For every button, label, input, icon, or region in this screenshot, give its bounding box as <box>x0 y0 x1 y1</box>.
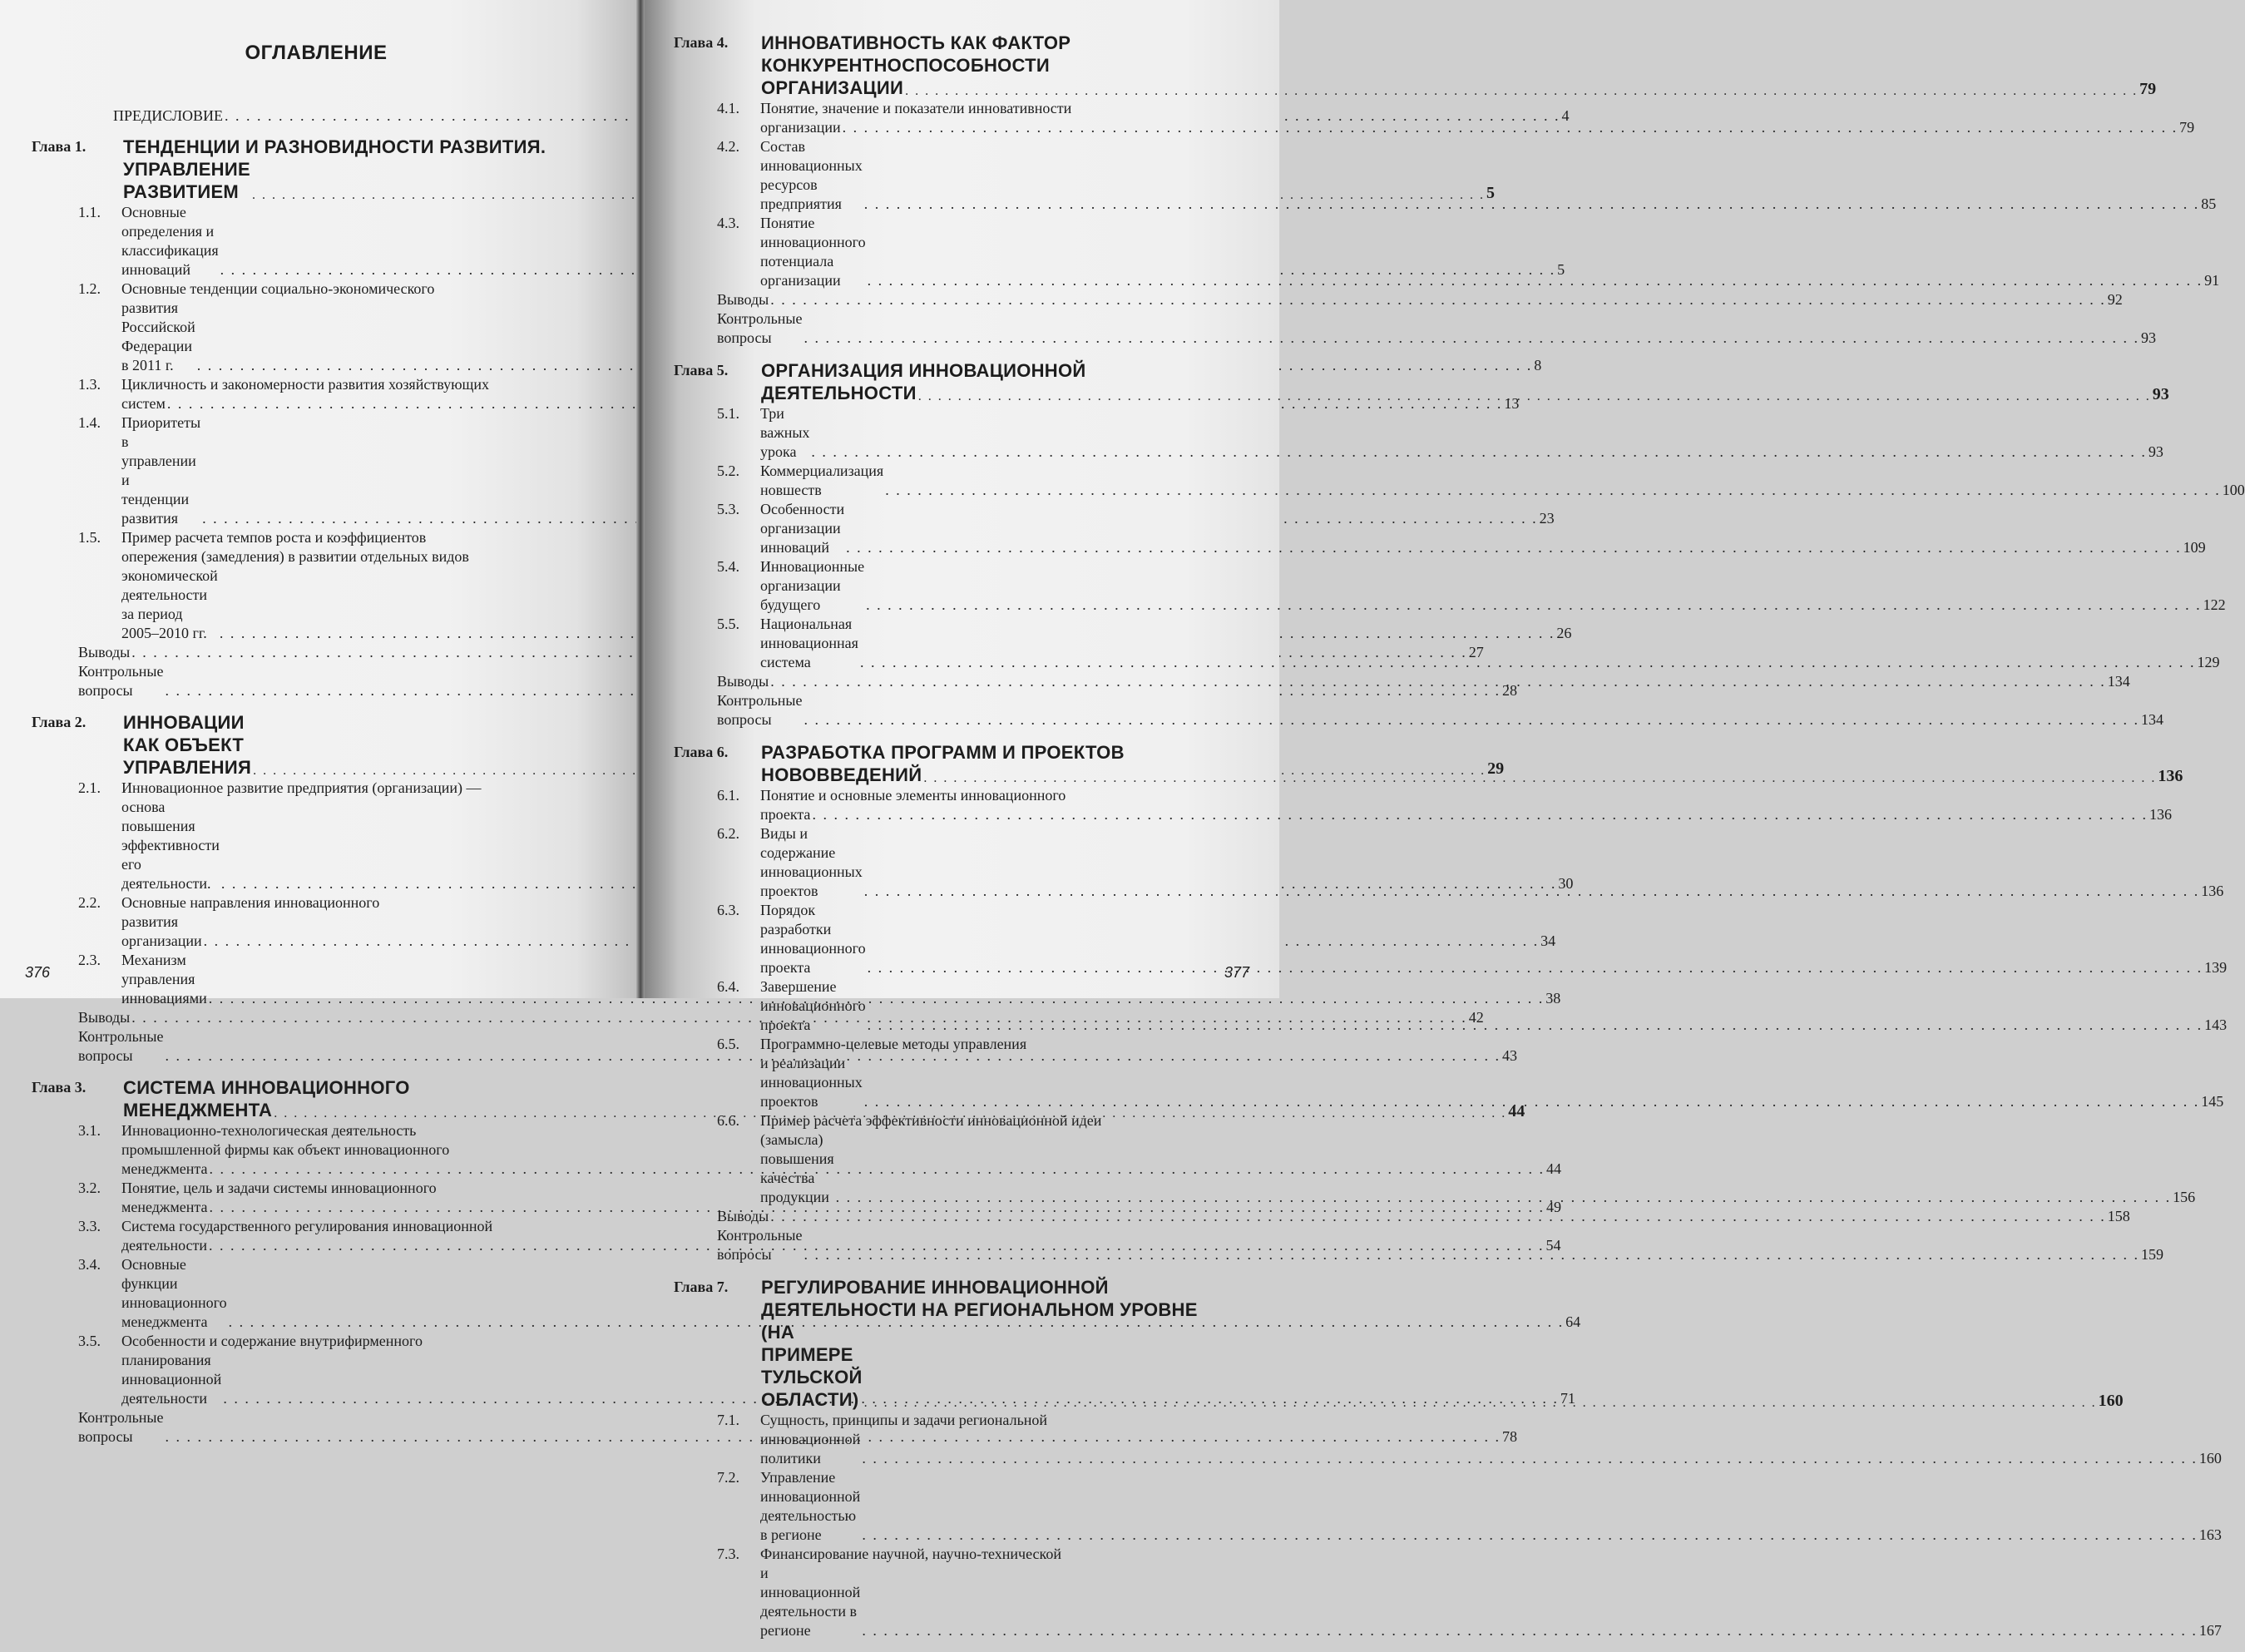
section-page: 129 <box>2197 654 2220 670</box>
section-page: 143 <box>2204 1016 2228 1033</box>
section-line: Три важных урока <box>760 405 810 460</box>
section-page: 163 <box>2198 1526 2222 1543</box>
section-line: Основные определения и классификация инноваций <box>121 204 219 278</box>
section-number: 2.1. <box>78 779 101 796</box>
section-page: 122 <box>2203 596 2226 613</box>
section-page: 109 <box>2183 539 2206 556</box>
dot-leader <box>864 1396 2097 1411</box>
chapter-title-line: СИСТЕМА ИННОВАЦИОННОГО <box>123 1077 410 1098</box>
extra-label: Контрольные вопросы <box>78 1028 164 1064</box>
chapter-page: 29 <box>1487 759 1505 778</box>
chapter-label: Глава 6. <box>674 744 729 760</box>
section-line: основа повышения эффективности его деятельности. <box>121 799 220 892</box>
section-lastline <box>760 1130 2195 1207</box>
section-text <box>760 615 2219 672</box>
extra-label: Контрольные вопросы <box>78 663 164 699</box>
section-number: 5.2. <box>717 462 739 479</box>
section-number: 6.5. <box>717 1036 739 1052</box>
section-page: 34 <box>1540 932 1556 949</box>
page-number-left: 376 <box>25 964 51 981</box>
section-text <box>760 500 2206 557</box>
section-line: и реализации инновационных проектов <box>760 1055 863 1110</box>
section-number: 3.1. <box>78 1122 101 1139</box>
chapter-title-line: МЕНЕДЖМЕНТА <box>123 1100 273 1120</box>
extra-label: Контрольные вопросы <box>78 1409 164 1445</box>
extra-row <box>78 1008 1484 1027</box>
section-number: 1.1. <box>78 204 101 220</box>
section-page: 49 <box>1545 1199 1561 1215</box>
section-line: Понятие, цель и задачи системы инновационного <box>121 1180 437 1196</box>
section-number: 5.1. <box>717 405 739 422</box>
dot-leader <box>770 1207 2106 1226</box>
chapter-title-line: ДЕЯТЕЛЬНОСТИ <box>761 383 917 403</box>
section-page: 145 <box>2201 1093 2224 1110</box>
extra-label: Выводы <box>717 1208 769 1224</box>
section-page: 167 <box>2198 1622 2222 1639</box>
section-number: 1.2. <box>78 280 101 297</box>
section-text <box>760 1035 2223 1111</box>
dot-leader <box>864 195 2200 214</box>
dot-leader <box>862 1449 2198 1468</box>
extra-label: Контрольные вопросы <box>717 1227 803 1263</box>
section-line: развития Российской Федерации в 2011 г. <box>121 299 195 373</box>
section-number: 6.4. <box>717 978 739 995</box>
chapter-label: Глава 1. <box>32 138 87 155</box>
dot-leader <box>804 1245 2140 1264</box>
section-text <box>760 1545 2222 1640</box>
section-line: Коммерциализация новшеств <box>760 462 884 498</box>
section-page: 8 <box>1534 357 1542 373</box>
section-row <box>717 404 2163 462</box>
chapter-title-line: РЕГУЛИРОВАНИЕ ИННОВАЦИОННОЙ <box>761 1277 1109 1298</box>
section-line: Цикличность и закономерности развития хозяйствующих <box>121 376 490 393</box>
dot-leader <box>846 538 2182 557</box>
section-page: 139 <box>2204 959 2228 976</box>
section-page: 93 <box>2148 443 2163 460</box>
chapter-page: 44 <box>1508 1102 1526 1120</box>
section-page: 64 <box>1565 1313 1581 1330</box>
section-lastline <box>760 615 2219 672</box>
section-row <box>717 137 2217 214</box>
extra-row <box>717 309 2156 348</box>
section-page: 136 <box>2149 806 2172 823</box>
dot-leader <box>770 672 2106 691</box>
section-line: Инновационное развитие предприятия (организации) — <box>121 779 482 796</box>
section-line: Виды и содержание инновационных проектов <box>760 825 863 899</box>
section-lastline <box>760 1430 2222 1468</box>
section-page: 13 <box>1504 395 1520 412</box>
section-line: проекта <box>760 806 811 823</box>
dot-leader <box>804 329 2140 348</box>
chapter-title-line: ТЕНДЕНЦИИ И РАЗНОВИДНОСТИ РАЗВИТИЯ. <box>123 136 546 157</box>
dot-leader <box>923 771 2156 786</box>
extra-label: Выводы <box>717 673 769 690</box>
section-number: 5.4. <box>717 558 739 575</box>
dot-leader <box>812 805 2148 824</box>
section-lastline <box>760 901 2227 977</box>
dot-leader <box>836 1188 2172 1207</box>
chapter-page: 5 <box>1486 184 1495 202</box>
section-line: Понятие инновационного потенциала организации <box>760 215 866 289</box>
section-row <box>717 99 2195 137</box>
section-page: 85 <box>2201 195 2217 212</box>
section-lastline <box>760 1054 2223 1111</box>
section-lastline <box>760 1468 2222 1545</box>
section-number: 5.5. <box>717 616 739 632</box>
section-number: 2.2. <box>78 894 101 911</box>
section-page: 44 <box>1545 1160 1561 1177</box>
chapter-page: 93 <box>2152 385 2169 403</box>
section-lastline <box>760 500 2206 557</box>
dot-leader <box>868 271 2203 290</box>
book-spine <box>636 0 645 998</box>
dot-leader <box>866 596 2202 615</box>
section-line: Основные направления инновационного <box>121 894 380 911</box>
section-text <box>760 404 2163 462</box>
chapter-title-line: НОВОВВЕДЕНИЙ <box>761 764 922 785</box>
chapter-label: Глава 4. <box>674 34 729 51</box>
extra-label: Контрольные вопросы <box>717 692 803 728</box>
chapter-label: Глава 2. <box>32 714 87 730</box>
section-text <box>760 1468 2222 1545</box>
section-line: Особенности и содержание внутрифирменного <box>121 1333 423 1349</box>
section-lastline <box>760 118 2194 137</box>
section-line: Приоритеты в управлении и тенденции развития <box>121 414 201 527</box>
chapter-label: Глава 7. <box>674 1279 729 1295</box>
chapter-title-line: (НА ПРИМЕРЕ ТУЛЬСКОЙ ОБЛАСТИ) <box>761 1322 863 1410</box>
dot-leader <box>918 389 2151 404</box>
dot-leader <box>860 653 2196 672</box>
extra-page: 134 <box>2107 673 2130 690</box>
extra-row <box>717 691 2163 730</box>
section-line: Пример расчета темпов роста и коэффициентов <box>121 529 427 546</box>
section-text <box>760 557 2226 615</box>
section-number: 7.3. <box>717 1546 739 1562</box>
dot-leader <box>811 443 2147 462</box>
section-line: Инновационные организации будущего <box>760 558 865 613</box>
section-text <box>760 1411 2222 1468</box>
section-number: 1.4. <box>78 414 101 431</box>
dot-leader <box>868 958 2203 977</box>
section-number: 4.1. <box>717 100 739 116</box>
section-page: 71 <box>1560 1390 1575 1407</box>
chapter-title-line: ОРГАНИЗАЦИЯ ИННОВАЦИОННОЙ <box>761 360 1086 381</box>
dot-leader <box>905 84 2138 99</box>
dot-leader <box>864 882 2200 901</box>
section-row <box>717 462 2245 500</box>
section-lastline <box>760 404 2163 462</box>
section-line: промышленной фирмы как объект инновационного <box>121 1141 450 1158</box>
chapter-title-line: ОРГАНИЗАЦИИ <box>761 77 904 98</box>
section-row <box>717 557 2226 615</box>
section-lastline <box>760 1564 2222 1640</box>
dot-leader <box>864 1092 2200 1111</box>
chapter-title-line: ДЕЯТЕЛЬНОСТИ НА РЕГИОНАЛЬНОМ УРОВНЕ <box>761 1299 1198 1320</box>
section-line: Понятие, значение и показатели инновативности <box>760 100 1072 116</box>
section-page: 23 <box>1539 510 1555 527</box>
chapter-block <box>674 32 2220 348</box>
section-line: планирования инновационной деятельности <box>121 1352 222 1407</box>
section-line: развития организации <box>121 913 202 949</box>
chapter-label: Глава 5. <box>674 362 729 378</box>
section-page: 5 <box>1557 261 1565 278</box>
section-line: менеджмента <box>121 1160 208 1177</box>
extra-row <box>78 643 1484 662</box>
section-number: 6.6. <box>717 1112 739 1129</box>
section-line: (замысла) повышения качества продукции <box>760 1131 834 1205</box>
section-number: 6.2. <box>717 825 739 842</box>
section-line: менеджмента <box>121 1199 208 1215</box>
section-page: 79 <box>2179 119 2195 136</box>
section-line: экономической деятельности за период 2005–2010 гг. <box>121 567 218 641</box>
extra-page: 43 <box>1502 1047 1517 1064</box>
section-number: 3.2. <box>78 1180 101 1196</box>
section-text <box>760 977 2227 1035</box>
chapter-page: 136 <box>2158 767 2183 785</box>
section-lastline <box>760 462 2245 500</box>
section-text <box>760 462 2245 500</box>
section-text <box>760 1111 2195 1207</box>
section-number: 5.3. <box>717 501 739 517</box>
section-line: Программно-целевые методы управления <box>760 1036 1027 1052</box>
extra-page: 134 <box>2141 711 2163 728</box>
section-page: 100 <box>2222 482 2245 498</box>
section-line: Инновационно-технологическая деятельность <box>121 1122 417 1139</box>
chapter-page: 160 <box>2098 1392 2124 1410</box>
section-number: 2.3. <box>78 952 101 968</box>
extra-label: Контрольные вопросы <box>717 310 803 346</box>
section-page: 54 <box>1545 1237 1561 1254</box>
section-page: 38 <box>1545 990 1561 1007</box>
section-line: систем <box>121 395 166 412</box>
section-page: 136 <box>2201 883 2224 899</box>
section-line: организации <box>760 119 841 136</box>
section-line: Управление инновационной деятельностью в регионе <box>760 1469 861 1543</box>
section-line: и инновационной деятельности в регионе <box>760 1565 861 1639</box>
section-line: Сущность, принципы и задачи региональной <box>760 1412 1048 1428</box>
section-line: Система государственного регулирования инновационной <box>121 1218 493 1234</box>
section-line: Завершение инновационного проекта <box>760 978 866 1033</box>
extra-row <box>717 290 2123 309</box>
section-row <box>717 1545 2222 1640</box>
section-row <box>717 1468 2222 1545</box>
section-number: 1.5. <box>78 529 101 546</box>
section-text <box>760 99 2194 137</box>
section-page: 26 <box>1556 625 1572 641</box>
section-text <box>760 824 2223 901</box>
section-number: 3.3. <box>78 1218 101 1234</box>
chapter-title-line: ИННОВАЦИИ КАК ОБЪЕКТ УПРАВЛЕНИЯ <box>123 712 252 778</box>
section-lastline <box>760 805 2172 824</box>
section-number: 3.4. <box>78 1256 101 1273</box>
section-line: Понятие и основные элементы инновационного <box>760 787 1066 804</box>
preface-page: 4 <box>1561 107 1570 124</box>
section-lastline <box>760 824 2223 901</box>
dot-leader <box>770 290 2106 309</box>
chapter-title-line: УПРАВЛЕНИЕ РАЗВИТИЕМ <box>123 159 250 202</box>
dot-leader <box>862 1526 2198 1545</box>
section-row <box>717 214 2220 290</box>
section-text <box>760 214 2219 290</box>
extra-page: 27 <box>1468 644 1484 660</box>
section-line: Национальная инновационная система <box>760 616 858 670</box>
dot-leader <box>804 710 2140 730</box>
preface-label: ПРЕДИСЛОВИЕ <box>113 107 224 124</box>
extra-page: 78 <box>1502 1428 1517 1445</box>
section-line: Состав инновационных ресурсов предприятия <box>760 138 863 212</box>
section-number: 4.3. <box>717 215 739 231</box>
section-text <box>760 137 2216 214</box>
chapter-page: 79 <box>2139 80 2157 98</box>
section-number: 4.2. <box>717 138 739 155</box>
section-page: 30 <box>1558 875 1574 892</box>
section-line: Основные тенденции социально-экономического <box>121 280 435 297</box>
chapter-title-line: ИННОВАТИВНОСТЬ КАК ФАКТОР <box>761 32 1071 53</box>
dot-leader <box>885 481 2221 500</box>
chapter-title-lastline <box>761 77 2157 99</box>
dot-leader <box>868 1016 2203 1035</box>
section-line: Пример расчета эффективности инновационной идеи <box>760 1112 1102 1129</box>
section-text <box>760 901 2227 977</box>
extra-page: 159 <box>2141 1246 2163 1263</box>
section-lastline <box>760 557 2226 615</box>
section-row <box>717 786 2172 824</box>
section-lastline <box>760 214 2219 290</box>
section-number: 6.1. <box>717 787 739 804</box>
chapter-label: Глава 3. <box>32 1079 87 1096</box>
section-line: Основные функции инновационного менеджмента <box>121 1256 227 1330</box>
toc-title: ОГЛАВЛЕНИЕ <box>245 42 388 64</box>
section-number: 6.3. <box>717 902 739 918</box>
section-text <box>760 786 2172 824</box>
extra-label: Выводы <box>717 291 769 308</box>
section-line: Финансирование научной, научно-технической <box>760 1546 1061 1562</box>
dot-leader <box>862 1621 2198 1640</box>
section-line: Порядок разработки инновационного проекта <box>760 902 866 976</box>
extra-label: Выводы <box>78 1009 131 1026</box>
chapter-title-line: РАЗРАБОТКА ПРОГРАММ И ПРОЕКТОВ <box>761 742 1125 763</box>
section-number: 7.2. <box>717 1469 739 1486</box>
extra-page: 158 <box>2107 1208 2130 1224</box>
section-page: 160 <box>2198 1450 2222 1467</box>
chapter-title-line: КОНКУРЕНТНОСПОСОБНОСТИ <box>761 55 1051 76</box>
page-number-right: 377 <box>1224 964 1249 981</box>
section-line: Особенности организации инноваций <box>760 501 845 556</box>
extra-page: 28 <box>1502 682 1517 699</box>
section-number: 3.5. <box>78 1333 101 1349</box>
extra-label: Выводы <box>78 644 131 660</box>
dot-leader <box>843 118 2178 137</box>
section-line: деятельности <box>121 1237 208 1254</box>
section-line: опережения (замедления) в развитии отдельных видов <box>121 548 469 565</box>
section-lastline <box>760 137 2216 214</box>
section-line: инновационной политики <box>760 1431 861 1467</box>
extra-page: 93 <box>2141 329 2156 346</box>
section-line: Механизм управления инновациями <box>121 952 207 1007</box>
section-number: 1.3. <box>78 376 101 393</box>
section-page: 91 <box>2204 272 2220 289</box>
chapter-heading <box>674 32 2157 99</box>
section-number: 7.1. <box>717 1412 739 1428</box>
extra-page: 42 <box>1468 1009 1484 1026</box>
extra-page: 92 <box>2107 291 2123 308</box>
section-lastline <box>760 977 2227 1035</box>
section-page: 156 <box>2173 1189 2196 1205</box>
